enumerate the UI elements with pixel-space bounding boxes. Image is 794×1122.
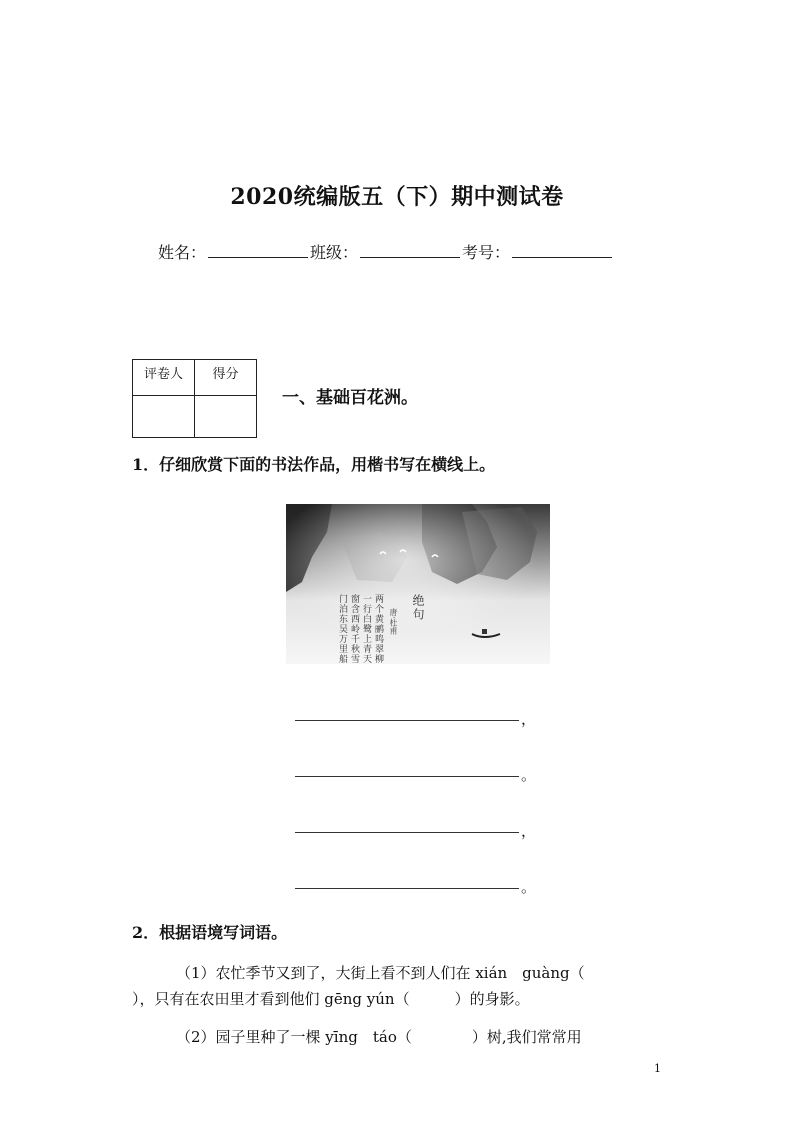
page-number: 1 [654,1062,661,1075]
page-title: 2020统编版五（下）期中测试卷 [230,184,564,210]
number-blank[interactable] [512,243,612,258]
question-1: 1．仔细欣赏下面的书法作品，用楷书写在横线上。 [132,455,496,474]
class-blank[interactable] [360,243,460,258]
answer-line-4-punct: 。 [521,878,537,896]
score-header: 得分 [195,360,257,396]
answer-line-4[interactable] [295,888,519,889]
answer-line-1[interactable] [295,720,519,721]
score-table [132,359,257,438]
poem-line-2: 一行白鹭上青天 [361,594,371,664]
ink-landscape-image [272,502,552,680]
answer-line-3-punct: ， [521,822,537,840]
answer-line-2[interactable] [295,776,519,777]
answer-line-2-punct: 。 [521,766,537,784]
poem-line-1: 两个黄鹂鸣翠柳 [373,594,383,664]
question-2: 2．根据语境写词语。 [132,923,288,942]
name-label: 姓名： [158,243,207,262]
class-label: 班级： [310,243,359,262]
grader-header: 评卷人 [133,360,195,396]
grader-cell[interactable] [133,396,195,438]
name-blank[interactable] [208,243,308,258]
answer-line-3[interactable] [295,832,519,833]
poem-line-3: 窗含西岭千秋雪 [349,594,359,664]
q2-part1-line2: ），只有在农田里才看到他们 gēng yún（ ）的身影。 [132,990,530,1008]
poem-author: 唐·杜甫 [389,608,398,635]
poem-title: 绝句 [411,594,425,622]
student-info-line [158,240,614,263]
calligraphy-painting [272,502,552,680]
score-cell[interactable] [195,396,257,438]
number-label: 考号： [462,243,511,262]
q2-part2-line1: （2）园子里种了一棵 yīng táo（ ）树,我们常常用 [176,1028,582,1046]
poem-line-4: 门泊东吴万里船 [337,594,347,664]
section-heading: 一、基础百花洲。 [282,388,418,408]
q2-part1-line1: （1）农忙季节又到了，大街上看不到人们在 xián guàng（ [176,964,585,982]
answer-line-1-punct: ， [521,710,537,728]
